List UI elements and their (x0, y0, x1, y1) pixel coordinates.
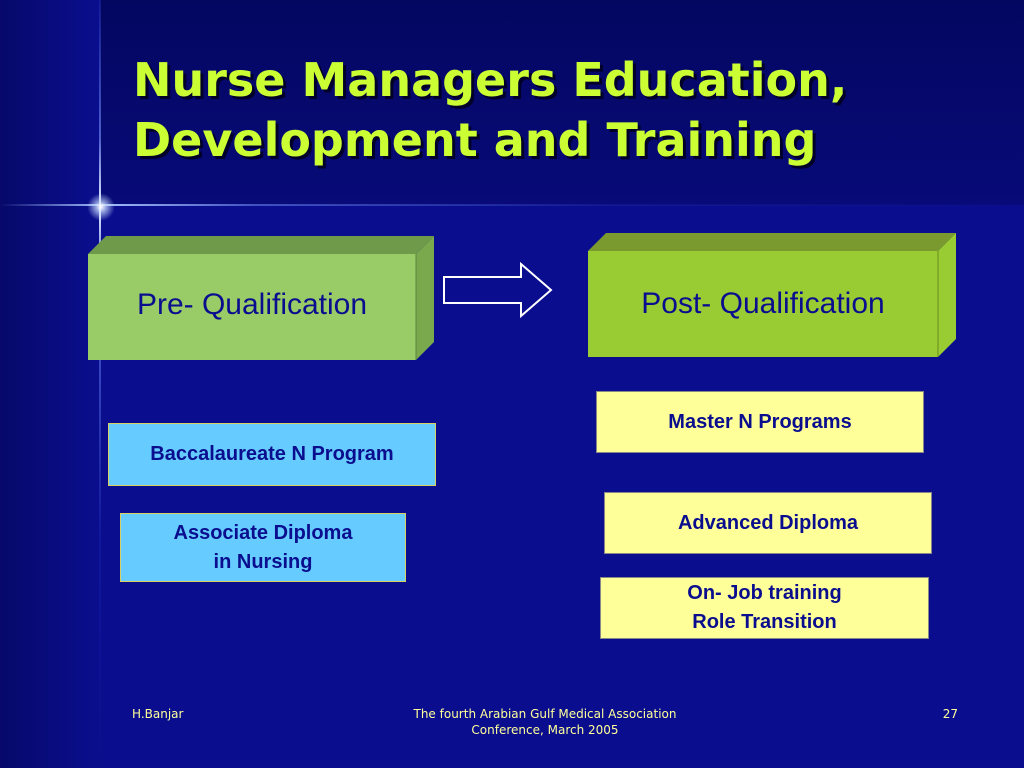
on-job-training-label: On- Job training (687, 582, 842, 604)
advanced-diploma-label: Advanced Diploma (677, 511, 859, 534)
master-programs-box (596, 391, 924, 453)
title-line-1: Nurse Managers Education, (133, 53, 848, 107)
associate-diploma-label-line-1: Associate Diploma (173, 521, 353, 544)
footer-page-number: 27 (942, 707, 958, 721)
associate-diploma-box (120, 513, 406, 582)
role-transition-label: Role Transition (692, 611, 837, 633)
post-qualification-label: Post- Qualification (641, 287, 885, 320)
pre-qualification-label: Pre- Qualification (136, 288, 368, 321)
sparkle-icon (86, 192, 116, 222)
title-line-2: Development and Training (133, 113, 817, 167)
associate-diploma-label-line-2: in Nursing (213, 550, 313, 573)
left-band (0, 0, 100, 768)
master-programs-label: Master N Programs (668, 410, 852, 433)
post-qualification-box (588, 233, 958, 357)
horizontal-accent-line (0, 204, 1024, 206)
pre-qualification-box (88, 236, 436, 360)
vertical-accent-line (99, 0, 101, 768)
footer-conference-line-1: The fourth Arabian Gulf Medical Association (413, 707, 677, 721)
baccalaureate-program-label: Baccalaureate N Program (150, 443, 394, 465)
arrow-right-icon (443, 262, 555, 318)
footer-conference-line-2: Conference, March 2005 (471, 723, 619, 737)
footer-author: H.Banjar (132, 707, 184, 721)
advanced-diploma-box (604, 492, 932, 554)
on-job-training-box (600, 577, 929, 639)
baccalaureate-program-box (108, 423, 436, 486)
slide-title (133, 50, 1013, 170)
footer-conference (380, 706, 710, 738)
